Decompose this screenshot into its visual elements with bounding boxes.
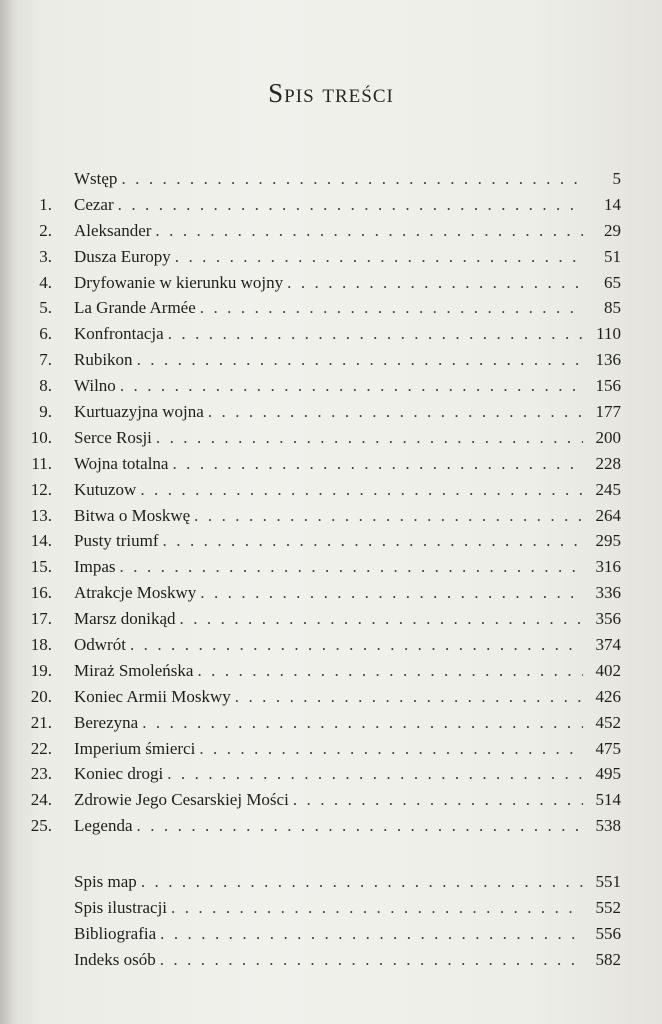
- dot-leader: [208, 399, 583, 425]
- toc-entry: [74, 761, 621, 787]
- toc-entry: [74, 632, 621, 658]
- toc-entry: [74, 451, 621, 477]
- toc-appendix-row: [0, 869, 662, 895]
- chapter-number: 12.: [30, 479, 52, 499]
- entry-title: Spis ilustracji: [74, 898, 168, 918]
- page-number: 200: [595, 427, 621, 447]
- toc-entry: [74, 477, 621, 503]
- entry-title: Pusty triumf: [74, 531, 159, 551]
- page-number: 51: [604, 246, 621, 266]
- chapter-number: 9.: [39, 402, 52, 422]
- page-number: 538: [595, 816, 621, 836]
- toc-chapter-row: [0, 736, 662, 762]
- page-number: 136: [595, 350, 621, 370]
- dot-leader: [200, 580, 583, 606]
- toc-entry: [74, 736, 621, 762]
- page-number: 177: [595, 402, 621, 422]
- toc-appendix-row: [0, 921, 662, 947]
- dot-leader: [156, 425, 583, 451]
- page-number: 495: [595, 764, 621, 784]
- chapter-number: 15.: [30, 557, 52, 577]
- entry-title: Koniec Armii Moskwy: [74, 686, 231, 706]
- chapter-number: 18.: [30, 635, 52, 655]
- page-number: 336: [595, 583, 621, 603]
- toc-appendix-row: [0, 895, 662, 921]
- toc-entry: [74, 606, 621, 632]
- chapter-number: 11.: [31, 453, 52, 473]
- toc-chapter-row: [0, 399, 662, 425]
- chapter-number: 10.: [30, 427, 52, 447]
- dot-leader: [137, 813, 583, 839]
- toc-chapter-row: [0, 295, 662, 321]
- toc-chapter-row: [0, 373, 662, 399]
- dot-leader: [194, 503, 583, 529]
- page-title: Spis treści: [268, 78, 394, 108]
- page-number: 29: [604, 220, 621, 240]
- entry-title: Rubikon: [74, 350, 133, 370]
- page-number: 228: [595, 453, 621, 473]
- page-number: 475: [595, 738, 621, 758]
- toc-chapter-row: [0, 218, 662, 244]
- dot-leader: [163, 528, 583, 554]
- entry-title: Bibliografia: [74, 923, 157, 943]
- toc-entry: [74, 658, 621, 684]
- toc-entry: [74, 244, 621, 270]
- toc-appendix-row: [0, 947, 662, 973]
- page-number: 14: [604, 194, 621, 214]
- chapter-number: 7.: [39, 350, 52, 370]
- dot-leader: [140, 477, 583, 503]
- toc-entry: [74, 270, 621, 296]
- appendix-list: [0, 869, 662, 973]
- toc-entry: [74, 787, 621, 813]
- dot-leader: [171, 895, 583, 921]
- entry-title: Impas: [74, 557, 116, 577]
- page-number: 110: [596, 324, 621, 344]
- toc-chapter-row: [0, 477, 662, 503]
- toc-entry: [74, 399, 621, 425]
- toc-entry: [74, 503, 621, 529]
- chapter-number: 20.: [30, 686, 52, 706]
- entry-title: Spis map: [74, 872, 137, 892]
- toc-entry: [74, 166, 621, 192]
- dot-leader: [287, 270, 583, 296]
- entry-title: Marsz donikąd: [74, 609, 176, 629]
- chapter-number: 25.: [30, 816, 52, 836]
- entry-title: Koniec drogi: [74, 764, 164, 784]
- entry-title: La Grande Armée: [74, 298, 196, 318]
- table-of-contents: [0, 166, 662, 973]
- page-number: 264: [595, 505, 621, 525]
- page-number: 582: [595, 949, 621, 969]
- dot-leader: [180, 606, 583, 632]
- page-number: 65: [604, 272, 621, 292]
- toc-entry: [74, 554, 621, 580]
- toc-chapter-row: [0, 528, 662, 554]
- toc-chapter-row: [0, 347, 662, 373]
- toc-chapter-row: [0, 244, 662, 270]
- chapter-number: 6.: [39, 324, 52, 344]
- toc-chapter-row: [0, 787, 662, 813]
- entry-title: Cezar: [74, 194, 114, 214]
- dot-leader: [172, 451, 583, 477]
- toc-chapter-row: [0, 632, 662, 658]
- chapter-list: [0, 166, 662, 839]
- chapter-number: 22.: [30, 738, 52, 758]
- entry-title: Legenda: [74, 816, 133, 836]
- entry-title: Berezyna: [74, 712, 139, 732]
- dot-leader: [137, 347, 583, 373]
- entry-title: Bitwa o Moskwę: [74, 505, 191, 525]
- dot-leader: [120, 373, 583, 399]
- toc-chapter-row: [0, 580, 662, 606]
- toc-chapter-row: [0, 425, 662, 451]
- chapter-number: 19.: [30, 660, 52, 680]
- page-number: 245: [595, 479, 621, 499]
- page-number: 316: [595, 557, 621, 577]
- dot-leader: [142, 710, 583, 736]
- page-number: 156: [595, 376, 621, 396]
- page-number: 85: [604, 298, 621, 318]
- toc-entry: [74, 295, 621, 321]
- dot-leader: [175, 244, 583, 270]
- chapter-number: 3.: [39, 246, 52, 266]
- page-number: 295: [595, 531, 621, 551]
- toc-entry: [74, 813, 621, 839]
- toc-entry: [74, 684, 621, 710]
- toc-entry: [74, 192, 621, 218]
- entry-title: Imperium śmierci: [74, 738, 196, 758]
- entry-title: Miraż Smoleńska: [74, 660, 194, 680]
- dot-leader: [160, 947, 583, 973]
- chapter-number: 14.: [30, 531, 52, 551]
- toc-chapter-row: [0, 761, 662, 787]
- toc-chapter-row: [0, 192, 662, 218]
- toc-entry: [74, 347, 621, 373]
- toc-entry: [74, 921, 621, 947]
- chapter-number: 2.: [39, 220, 52, 240]
- toc-entry: [74, 895, 621, 921]
- chapter-number: 5.: [39, 298, 52, 318]
- dot-leader: [130, 632, 583, 658]
- dot-leader: [199, 736, 583, 762]
- toc-chapter-row: [0, 503, 662, 529]
- toc-entry: [74, 373, 621, 399]
- page-number: 426: [595, 686, 621, 706]
- dot-leader: [167, 761, 583, 787]
- entry-title: Wstęp: [74, 169, 118, 188]
- entry-title: Odwrót: [74, 635, 126, 655]
- toc-entry: [74, 528, 621, 554]
- entry-title: Wojna totalna: [74, 453, 169, 473]
- dot-leader: [160, 921, 583, 947]
- page-number: 5: [612, 169, 621, 188]
- chapter-number: 24.: [30, 790, 52, 810]
- chapter-number: 16.: [30, 583, 52, 603]
- page-number: 514: [595, 790, 621, 810]
- page-number: 556: [595, 923, 621, 943]
- toc-chapter-row: [0, 684, 662, 710]
- page-number: 452: [595, 712, 621, 732]
- chapter-number: 1.: [39, 194, 52, 214]
- toc-entry: [74, 869, 621, 895]
- page-number: 356: [595, 609, 621, 629]
- dot-leader: [293, 787, 583, 813]
- entry-title: Aleksander: [74, 220, 152, 240]
- dot-leader: [121, 166, 583, 192]
- entry-title: Kutuzow: [74, 479, 137, 499]
- entry-title: Dusza Europy: [74, 246, 171, 266]
- chapter-number: 21.: [30, 712, 52, 732]
- chapter-number: 13.: [30, 505, 52, 525]
- toc-chapter-row: [0, 451, 662, 477]
- toc-chapter-row: [0, 813, 662, 839]
- dot-leader: [197, 658, 583, 684]
- dot-leader: [141, 869, 583, 895]
- dot-leader: [168, 321, 583, 347]
- dot-leader: [200, 295, 583, 321]
- toc-chapter-row: [0, 321, 662, 347]
- chapter-number: 17.: [30, 609, 52, 629]
- toc-chapter-row: [0, 658, 662, 684]
- entry-title: Wilno: [74, 376, 116, 396]
- chapter-number: 23.: [30, 764, 52, 784]
- toc-entry: [74, 580, 621, 606]
- chapter-number: 8.: [39, 376, 52, 396]
- page-number: 551: [595, 872, 621, 892]
- toc-chapter-row: [0, 606, 662, 632]
- entry-title: Zdrowie Jego Cesarskiej Mości: [74, 790, 289, 810]
- chapter-number: 4.: [39, 272, 52, 292]
- entry-title: Konfrontacja: [74, 324, 164, 344]
- page-number: 374: [595, 635, 621, 655]
- page-number: 402: [595, 660, 621, 680]
- toc-chapter-row: [0, 166, 662, 192]
- dot-leader: [120, 554, 583, 580]
- entry-title: Dryfowanie w kierunku wojny: [74, 272, 284, 292]
- dot-leader: [235, 684, 583, 710]
- section-gap: [0, 839, 662, 869]
- toc-entry: [74, 425, 621, 451]
- dot-leader: [155, 218, 583, 244]
- toc-entry: [74, 710, 621, 736]
- dot-leader: [118, 192, 583, 218]
- toc-chapter-row: [0, 710, 662, 736]
- toc-chapter-row: [0, 554, 662, 580]
- entry-title: Atrakcje Moskwy: [74, 583, 197, 603]
- toc-chapter-row: [0, 270, 662, 296]
- page-number: 552: [595, 898, 621, 918]
- entry-title: Kurtuazyjna wojna: [74, 402, 204, 422]
- toc-entry: [74, 218, 621, 244]
- entry-title: Indeks osób: [74, 949, 156, 969]
- toc-entry: [74, 947, 621, 973]
- toc-entry: [74, 321, 621, 347]
- entry-title: Serce Rosji: [74, 427, 152, 447]
